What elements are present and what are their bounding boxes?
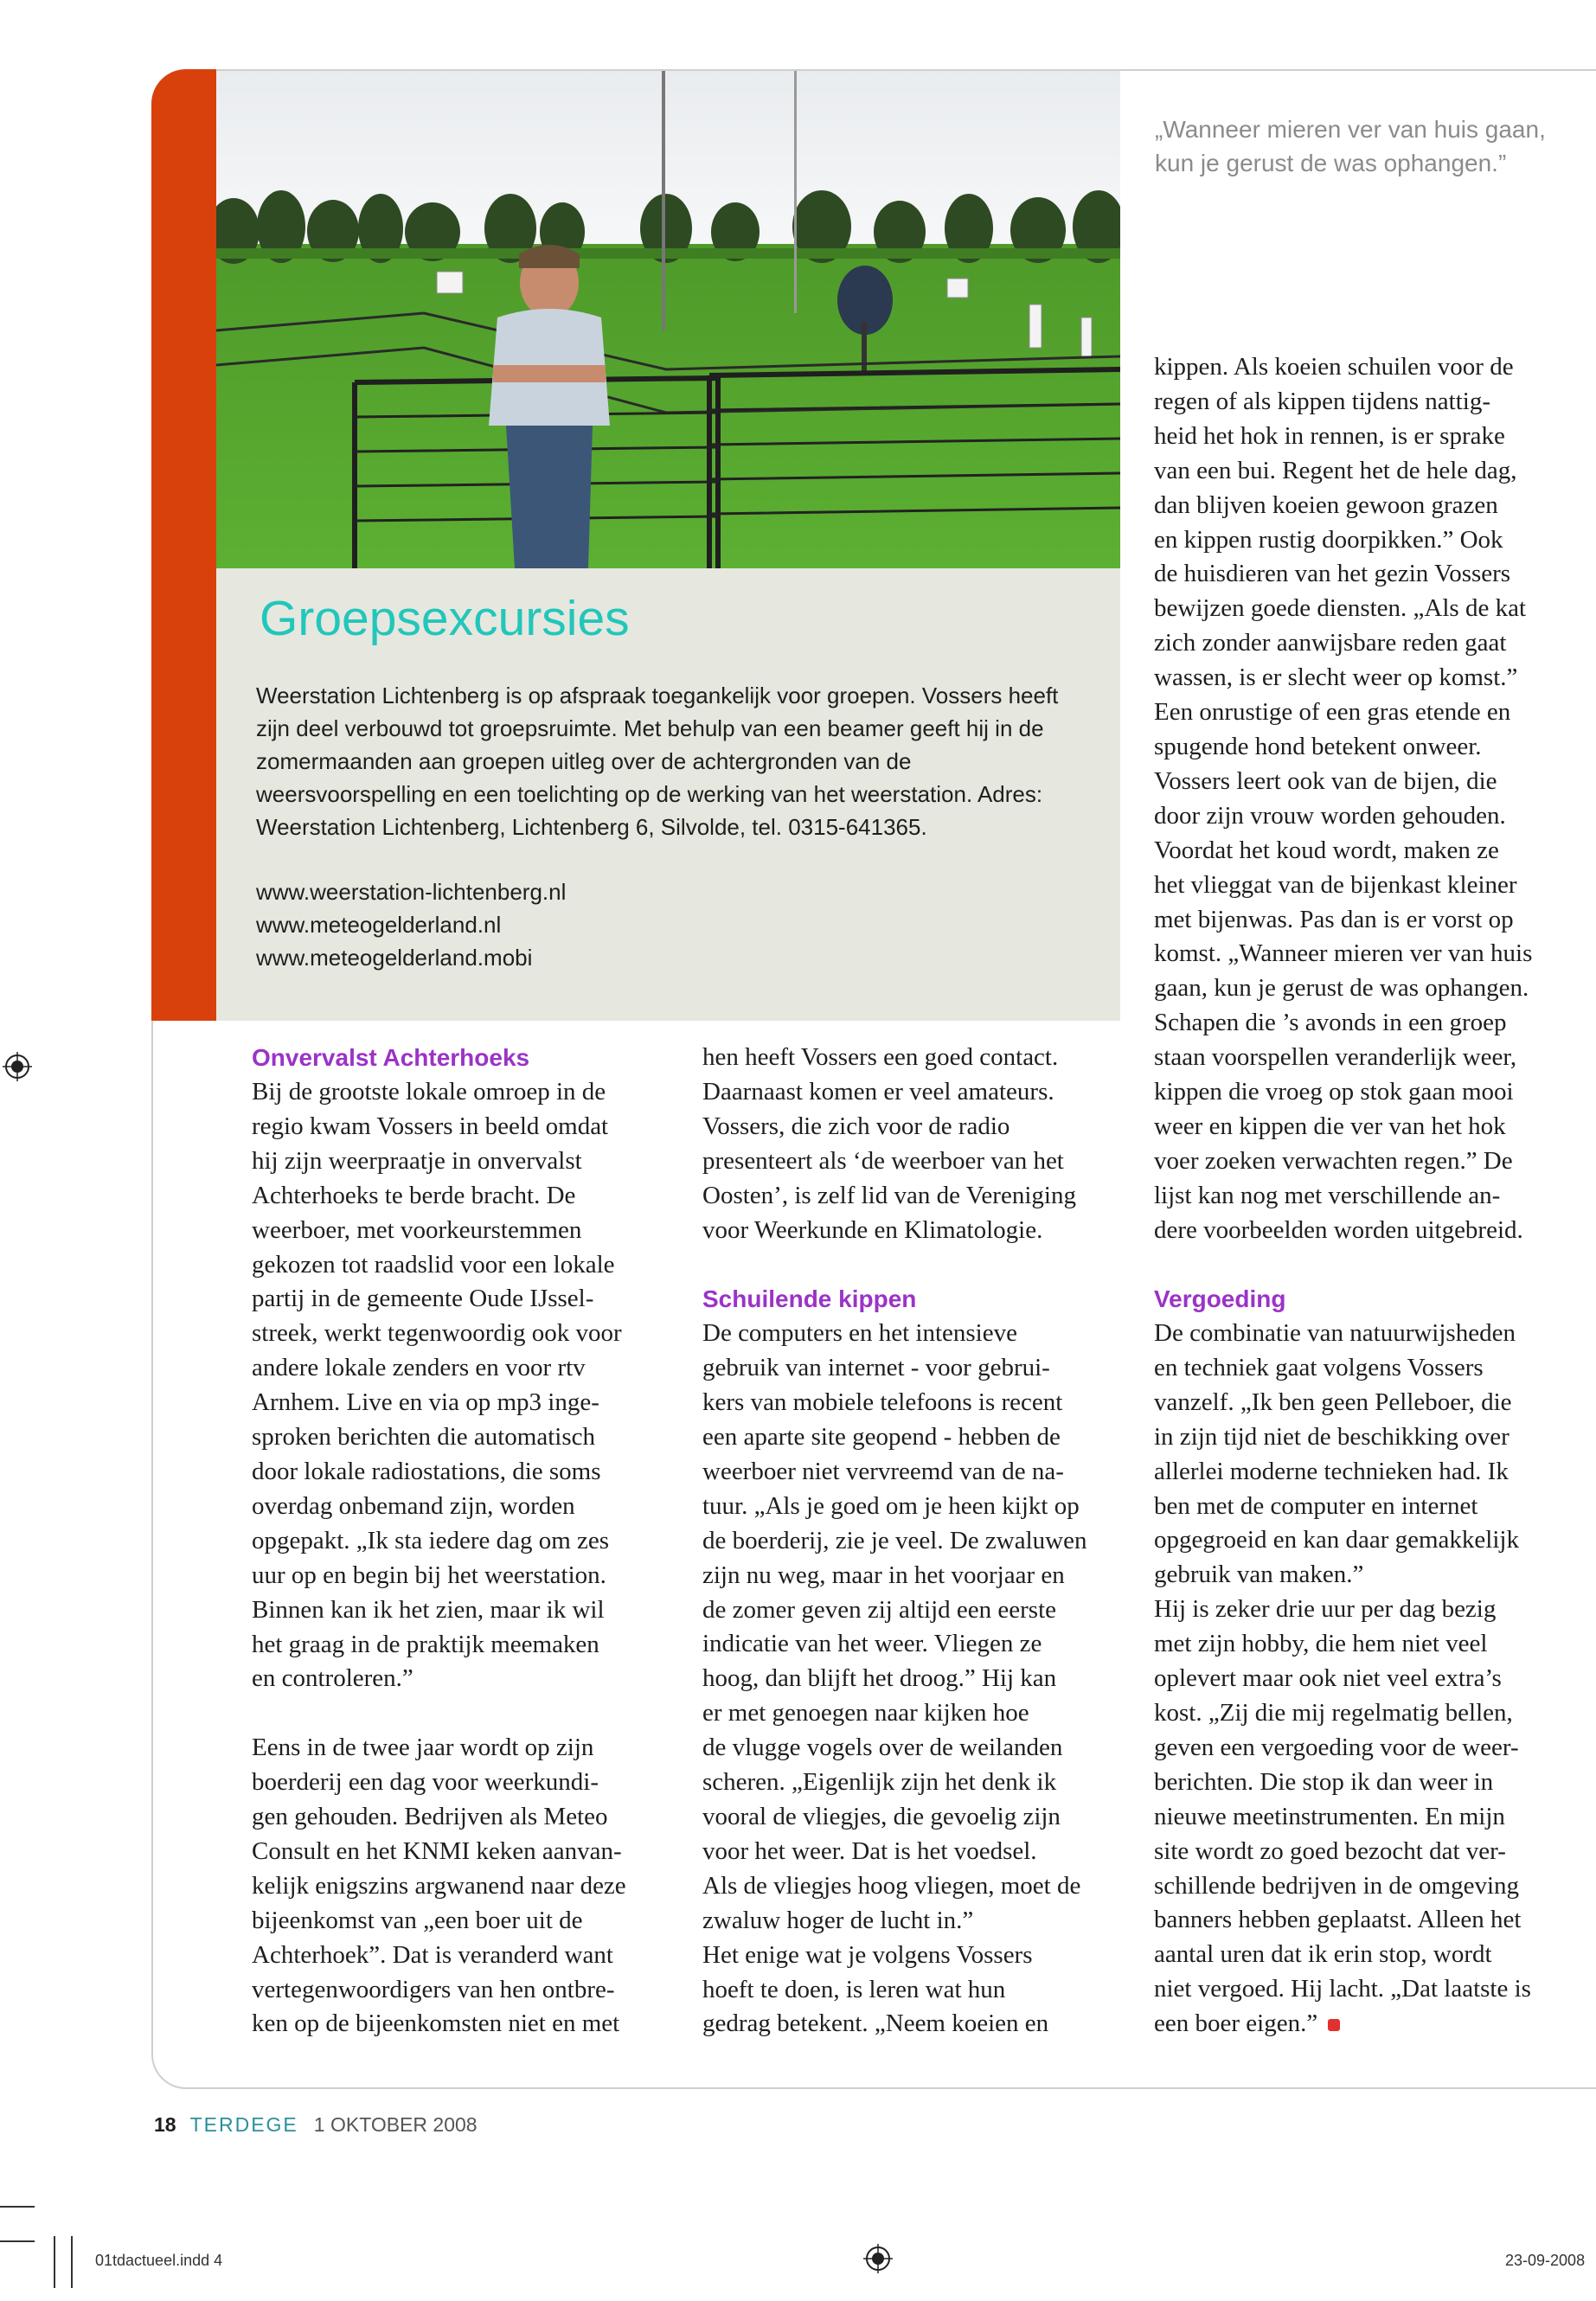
- text-line: Voordat het koud wordt, maken ze: [1154, 836, 1499, 864]
- text-line: regio kwam Vossers in beeld omdat: [252, 1112, 609, 1140]
- slug-date: 23-09-2008: [1505, 2252, 1586, 2269]
- heading-schuilende-kippen: Schuilende kippen: [702, 1285, 917, 1313]
- text-line: voer zoeken verwachten regen.” De: [1154, 1146, 1513, 1175]
- text-line: vertegenwoordigers van hen ontbre-: [252, 1975, 615, 2003]
- text-line: Hij is zeker drie uur per dag bezig: [1154, 1595, 1497, 1624]
- text-line: komst. „Wanneer mieren ver van huis: [1154, 939, 1533, 968]
- text-line: vanzelf. „Ik ben geen Pelleboer, die: [1154, 1388, 1512, 1416]
- column-2-paragraph-2: [702, 1317, 1131, 2041]
- text-line: aantal uren dat ik erin stop, wordt: [1154, 1940, 1492, 1969]
- text-line: boerderij een dag voor weerkundi-: [252, 1768, 599, 1797]
- text-line: gekozen tot raadslid voor een lokale: [252, 1250, 615, 1279]
- column-1-paragraph-1: [252, 1075, 684, 1696]
- registration-mark-icon: [3, 1052, 32, 1081]
- text-line: dan blijven koeien gewoon grazen: [1154, 490, 1498, 519]
- text-line: hoeft te doen, is leren wat hun: [702, 1975, 1006, 2003]
- pull-quote: „Wanneer mieren ver van huis gaan, kun je gerust de was ophangen.”: [1155, 116, 1546, 176]
- heading-vergoeding: Vergoeding: [1154, 1285, 1286, 1312]
- text-line: regen of als kippen tijdens nattig-: [1154, 387, 1490, 415]
- text-line: scheren. „Eigenlijk zijn het denk ik: [702, 1768, 1057, 1797]
- text-line: met zijn hobby, die hem niet veel: [1154, 1630, 1488, 1658]
- text-line: allerlei moderne technieken had. Ik: [1154, 1457, 1509, 1485]
- text-line: gebruik van maken.”: [1154, 1561, 1364, 1589]
- accent-bar: [151, 69, 216, 1021]
- text-line: er met genoegen naar kijken hoe: [702, 1699, 1029, 1727]
- text-line: spugende hond betekent onweer.: [1154, 732, 1482, 760]
- text-line: bewijzen goede diensten. „Als de kat: [1154, 594, 1527, 623]
- text-line: zich zonder aanwijsbare reden gaat: [1154, 629, 1507, 657]
- text-line: nieuwe meetinstrumenten. En mijn: [1154, 1802, 1505, 1830]
- issue-date: 1 OKTOBER 2008: [313, 2113, 478, 2136]
- text-line: voor het weer. Dat is het voedsel.: [702, 1836, 1037, 1865]
- text-line: Achterhoek”. Dat is veranderd want: [252, 1940, 613, 1969]
- text-line: Binnen kan ik het zien, maar ik wil: [252, 1595, 605, 1624]
- link-meteogelderland[interactable]: www.meteogelderland.nl: [256, 912, 502, 938]
- magazine-name: TERDEGE: [189, 2113, 298, 2136]
- text-line: dere voorbeelden worden uitgebreid.: [1154, 1215, 1523, 1244]
- text-line: De computers en het intensieve: [702, 1319, 1017, 1348]
- text-line: met bijenwas. Pas dan is er vorst op: [1154, 905, 1514, 933]
- text-line: staan voorspellen veranderlijk weer,: [1154, 1043, 1517, 1072]
- text-line: overdag onbemand zijn, worden: [252, 1491, 575, 1520]
- text-line: ken op de bijeenkomsten niet en met: [252, 2009, 620, 2038]
- column-3: [1154, 1282, 1585, 2041]
- text-line: kelijk enigszins argwanend naar deze: [252, 1871, 626, 1900]
- text-line: indicatie van het weer. Vliegen ze: [702, 1630, 1042, 1658]
- text-line: ben met de computer en internet: [1154, 1491, 1478, 1520]
- text-line: uur op en begin bij het weerstation.: [252, 1561, 606, 1589]
- text-line: Consult en het KNMI keken aanvan-: [252, 1836, 622, 1865]
- text-line: kost. „Zij die mij regelmatig bellen,: [1154, 1698, 1513, 1727]
- column-3-paragraph-1: [1154, 1317, 1585, 2041]
- text-line: oplevert maar ook niet veel extra’s: [1154, 1664, 1502, 1693]
- text-line: de zomer geven zij altijd een eerste: [702, 1595, 1057, 1624]
- text-line: gen gehouden. Bedrijven als Meteo: [252, 1803, 608, 1831]
- text-line: Als de vliegjes hoog vliegen, moet de: [702, 1871, 1081, 1900]
- link-weerstation[interactable]: www.weerstation-lichtenberg.nl: [256, 879, 567, 905]
- text-line: weerboer niet vervreemd van de na-: [702, 1457, 1064, 1485]
- photo-illustration: [216, 71, 1120, 568]
- text-line: lijst kan nog met verschillende an-: [1154, 1181, 1501, 1209]
- heading-onvervalst-achterhoeks: Onvervalst Achterhoeks: [252, 1044, 530, 1071]
- text-line: weer en kippen die ver van het hok: [1154, 1112, 1506, 1140]
- text-line: Schapen die ’s avonds in een groep: [1154, 1009, 1507, 1037]
- crop-mark: [0, 2240, 35, 2242]
- text-line: door lokale radiostations, die soms: [252, 1457, 601, 1485]
- text-line: Daarnaast komen er veel amateurs.: [702, 1077, 1054, 1106]
- text-line: gedrag betekent. „Neem koeien en: [702, 2009, 1049, 2038]
- text-line: hij zijn weerpraatje in onvervalst: [252, 1146, 582, 1175]
- text-line: partij in de gemeente Oude IJssel-: [252, 1285, 594, 1313]
- column-3-top: [1154, 350, 1585, 1248]
- text-line: schillende bedrijven in de omgeving: [1154, 1871, 1520, 1900]
- text-line: hoog, dan blijft het droog.” Hij kan: [702, 1664, 1057, 1693]
- text-line: de boerderij, zie je veel. De zwaluwen: [702, 1526, 1087, 1554]
- text-line: gebruik van internet - voor gebrui-: [702, 1354, 1050, 1382]
- crop-mark: [0, 2206, 35, 2208]
- box-title: Groepsexcursies: [260, 591, 630, 646]
- page-number: 18: [154, 2113, 176, 2136]
- text-line: [1154, 2007, 1585, 2041]
- text-line: zwaluw hoger de lucht in.”: [702, 1906, 974, 1934]
- text-line: berichten. Die stop ik dan weer in: [1154, 1767, 1494, 1796]
- text-line: en techniek gaat volgens Vossers: [1154, 1353, 1484, 1381]
- text-line: kippen. Als koeien schuilen voor de: [1154, 353, 1514, 381]
- text-line: presenteert als ‘de weerboer van het: [702, 1146, 1064, 1175]
- text-line: het vlieggat van de bijenkast kleiner: [1154, 870, 1517, 899]
- text-line: Het enige wat je volgens Vossers: [702, 1940, 1033, 1969]
- text-line: en controleren.”: [252, 1664, 413, 1693]
- text-line: site wordt zo goed bezocht dat ver-: [1154, 1836, 1506, 1865]
- text-line: Achterhoeks te berde bracht. De: [252, 1181, 576, 1209]
- text-line: streek, werkt tegenwoordig ook voor: [252, 1319, 622, 1348]
- column-1: [252, 1041, 684, 2041]
- text-line: De combinatie van natuurwijsheden: [1154, 1319, 1516, 1347]
- end-of-article-icon: [1328, 2019, 1340, 2031]
- weather-station-photo: [216, 71, 1120, 568]
- crop-mark: [71, 2236, 73, 2288]
- column-2: [702, 1041, 1131, 2041]
- text-line: zijn nu weg, maar in het voorjaar en: [702, 1561, 1065, 1589]
- box-text: Weerstation Lichtenberg is op afspraak toegankelijk voor groepen. Vossers heeft zijn deel verbouwd tot groepsruimte. Met behulp van een beamer geeft hij in de zomermaanden aan groepen uitleg over de achtergronden van de weersvoorspelling en een toelichting op de werking van het weerstation. Adres: Weerstation Lichtenberg, Lichtenberg 6, Silvolde, tel. 0315-641365.: [256, 683, 1059, 840]
- text-line: en kippen rustig doorpikken.” Ook: [1154, 525, 1503, 554]
- text-line: vooral de vliegjes, die gevoelig zijn: [702, 1803, 1061, 1831]
- slug-filename: 01tdactueel.indd 4: [95, 2252, 223, 2269]
- text-line: sproken berichten die automatisch: [252, 1423, 596, 1452]
- text-line: weerboer, met voorkeurstemmen: [252, 1215, 582, 1244]
- text-line: door zijn vrouw worden gehouden.: [1154, 801, 1506, 830]
- text-line: andere lokale zenders en voor rtv: [252, 1354, 586, 1382]
- text-line: gaan, kun je gerust de was ophangen.: [1154, 974, 1529, 1003]
- text-line: tuur. „Als je goed om je heen kijkt op: [702, 1491, 1080, 1520]
- text-line: heid het hok in rennen, is er sprake: [1154, 421, 1505, 450]
- registration-mark-icon: [863, 2244, 893, 2273]
- text-line: voor Weerkunde en Klimatologie.: [702, 1215, 1043, 1244]
- text-line: de huisdieren van het gezin Vossers: [1154, 560, 1511, 588]
- text-line: geven een vergoeding voor de weer-: [1154, 1733, 1519, 1761]
- text-line: Arnhem. Live en via op mp3 inge-: [252, 1388, 599, 1417]
- text-line: van een bui. Regent het de hele dag,: [1154, 456, 1517, 484]
- text-line-end: een boer eigen.”: [1154, 2009, 1318, 2038]
- text-line: Vossers, die zich voor de radio: [702, 1112, 1010, 1140]
- text-line: in zijn tijd niet de beschikking over: [1154, 1422, 1509, 1451]
- link-meteogelderland-mobi[interactable]: www.meteogelderland.mobi: [256, 945, 533, 971]
- text-line: kers van mobiele telefoons is recent: [702, 1388, 1063, 1417]
- crop-mark: [54, 2236, 55, 2288]
- column-1-paragraph-2: [252, 1731, 684, 2041]
- text-line: bijeenkomst van „een boer uit de: [252, 1906, 583, 1934]
- text-line: een aparte site geopend - hebben de: [702, 1423, 1061, 1452]
- text-line: hen heeft Vossers een goed contact.: [702, 1043, 1059, 1071]
- text-line: Vossers leert ook van de bijen, die: [1154, 766, 1497, 795]
- text-line: niet vergoed. Hij lacht. „Dat laatste is: [1154, 1975, 1531, 2003]
- column-2-paragraph-1: [702, 1041, 1131, 1247]
- text-line: opgepakt. „Ik sta iedere dag om zes: [252, 1526, 610, 1554]
- text-line: Oosten’, is zelf lid van de Vereniging: [702, 1181, 1076, 1209]
- text-line: de vlugge vogels over de weilanden: [702, 1734, 1063, 1762]
- text-line: kippen die vroeg op stok gaan mooi: [1154, 1078, 1514, 1106]
- page-footer: [154, 2113, 478, 2137]
- text-line: opgegroeid en kan daar gemakkelijk: [1154, 1526, 1519, 1554]
- box-links: [256, 875, 566, 974]
- text-line: het graag in de praktijk meemaken: [252, 1630, 599, 1658]
- text-line: Eens in de twee jaar wordt op zijn: [252, 1734, 594, 1762]
- text-line: banners hebben geplaatst. Alleen het: [1154, 1906, 1522, 1934]
- text-line: wassen, is er slecht weer op komst.”: [1154, 663, 1518, 692]
- text-line: Bij de grootste lokale omroep in de: [252, 1078, 606, 1106]
- text-line: Een onrustige of een gras etende en: [1154, 698, 1511, 727]
